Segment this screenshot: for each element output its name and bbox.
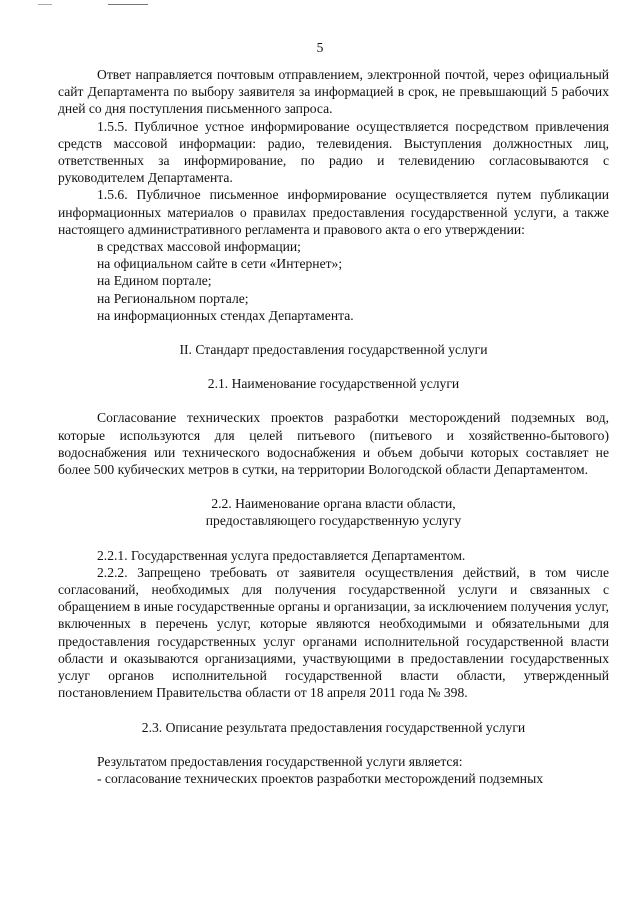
result-intro-paragraph: Результатом предоставления государственной услуги является:: [97, 753, 463, 769]
list-item: на информационных стендах Департамента.: [97, 307, 354, 323]
paragraph-1-5-5: 1.5.5. Публичное устное информирование осуществляется посредством привлечения средств массовой информации: радио, телевидения. Выступления должностных лиц, ответственных за информирование, по радио и телевидению согласовываются с руководителем Департамента.: [58, 118, 609, 186]
section-2-3-heading: 2.3. Описание результата предоставления государственной услуги: [141, 719, 526, 735]
paragraph-response: Ответ направляется почтовым отправлением, электронной почтой, через официальный сайт Департамента по выбору заявителя за информацией в срок, не превышающий 5 рабочих дней со дня поступления письменного запроса.: [58, 67, 609, 117]
scan-artifact-line: [108, 4, 148, 5]
document-body: [58, 66, 609, 787]
scan-artifact-line: [38, 4, 52, 5]
section-2-2-heading-line2: предоставляющего государственную услугу: [205, 513, 462, 529]
list-item: в средствах массовой информации;: [97, 239, 301, 255]
service-name-paragraph: Согласование технических проектов разработки месторождений подземных вод, которые используются для целей питьевого (питьевого и хозяйственно-бытового) водоснабжения или технического водоснабжения и объем добычи которых составляет не более 500 кубических метров в сутки, на территории Вологодской области Департаментом.: [58, 410, 609, 478]
section-2-heading: II. Стандарт предоставления государственной услуги: [179, 342, 488, 358]
list-item: на официальном сайте в сети «Интернет»;: [97, 256, 343, 272]
page-number: 5: [316, 40, 324, 55]
paragraph-1-5-6: 1.5.6. Публичное письменное информирование осуществляется путем публикации информационных материалов о правилах предоставления государственной услуги, а также настоящего административного регламента и правового акта о его утверждении:: [58, 187, 609, 237]
list-item: на Региональном портале;: [97, 290, 249, 306]
result-list-item: - согласование технических проектов разработки месторождений подземных: [97, 770, 544, 786]
publication-list: [58, 238, 609, 324]
paragraph-2-2-1: 2.2.1. Государственная услуга предоставляется Департаментом.: [97, 547, 466, 563]
list-item: на Едином портале;: [97, 273, 212, 289]
section-2-1-heading: 2.1. Наименование государственной услуги: [207, 376, 460, 392]
section-2-2-heading-line1: 2.2. Наименование органа власти области,: [211, 496, 456, 512]
paragraph-2-2-2: 2.2.2. Запрещено требовать от заявителя осуществления действий, в том числе согласований, необходимых для получения государственной услуги и связанных с обращением в иные государственные органы и организации, за исключением получения услуг, включенных в перечень услуг, которые являются необходимыми и обязательными для предоставления государственных услуг органами исполнительной государственной власти области и оказываются организациями, участвующими в предоставлении государственных услуг органов исполнительной государственной власти области, утвержденный постановлением Правительства области от 18 апреля 2011 года № 398.: [58, 564, 609, 701]
